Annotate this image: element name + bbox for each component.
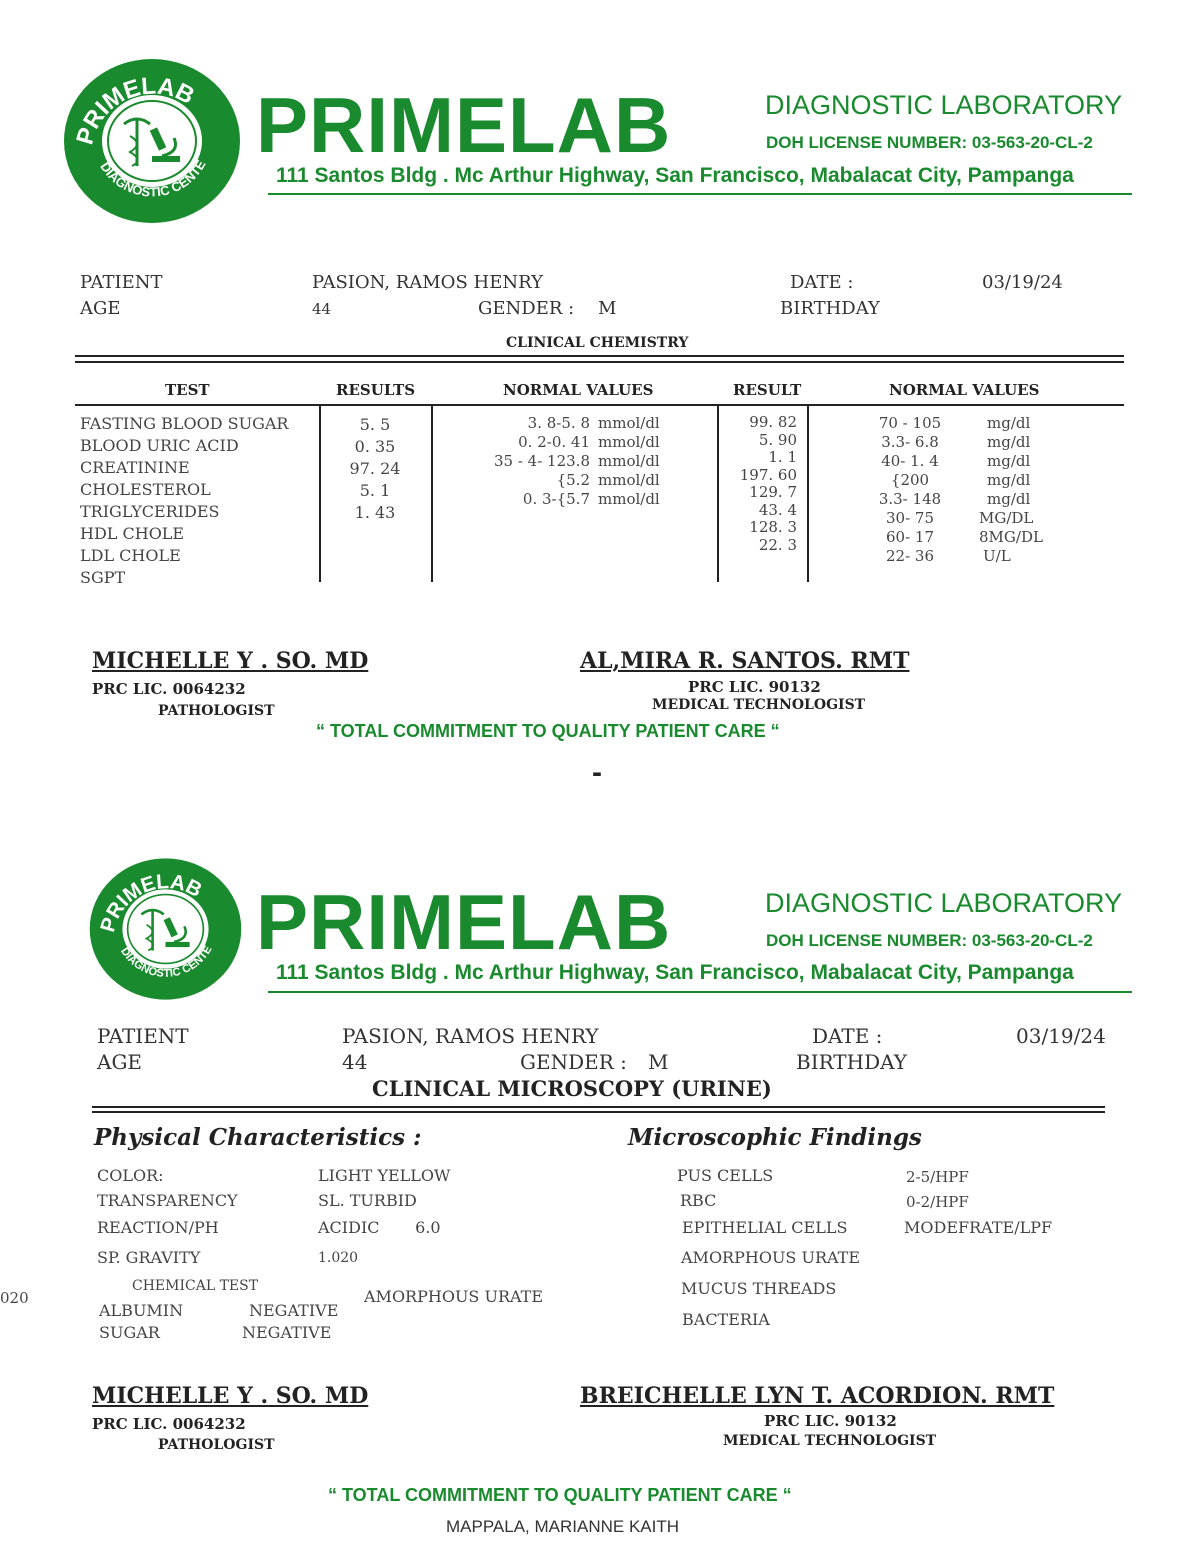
micro-label: AMORPHOUS URATE (681, 1248, 861, 1267)
result-value: 0. 35 (354, 437, 396, 456)
motto: “ TOTAL COMMITMENT TO QUALITY PATIENT CARE “ (316, 721, 780, 741)
normal2-unit: U/L (983, 547, 1011, 565)
lab-license: DOH LICENSE NUMBER: 03-563-20-CL-2 (766, 133, 1093, 152)
micro-label: MUCUS THREADS (681, 1279, 837, 1298)
result-value: 97. 24 (349, 459, 401, 478)
rule-top-2 (92, 1111, 1105, 1113)
signatory-left-license: PRC LIC. 0064232 (92, 1415, 246, 1433)
col-test: TEST (165, 381, 210, 399)
signatory-right-role: MEDICAL TECHNOLOGIST (723, 1433, 937, 1449)
logo-seal-icon (62, 56, 242, 226)
col-result: RESULT (733, 381, 802, 399)
signatory-left-role: PATHOLOGIST (158, 1437, 275, 1453)
normal2-unit: mg/dl (987, 490, 1031, 508)
normal2-ranges (870, 414, 950, 566)
col-normal-2: NORMAL VALUES (889, 381, 1040, 399)
date-value: 03/19/24 (1016, 1024, 1106, 1048)
result2-value: 99. 82 (749, 413, 797, 431)
normal-range: 0. 3-{5.7 (522, 490, 590, 508)
signatory-right-name: BREICHELLE LYN T. ACORDION. RMT (580, 1383, 1055, 1409)
normal2-range: 22- 36 (885, 547, 934, 565)
sugar-label: SUGAR (99, 1323, 160, 1342)
normal1-ranges (470, 414, 590, 509)
normal2-range: 3.3- 6.8 (881, 433, 939, 451)
separator-dash: - (592, 756, 602, 789)
micro-title: Microscophic Findings (628, 1124, 922, 1151)
physical-value: 1.020 (318, 1250, 359, 1266)
patient-name: PASION, RAMOS HENRY (312, 272, 543, 293)
rule-header (75, 404, 1124, 406)
result-value: 5. 5 (359, 415, 391, 434)
test-name: BLOOD URIC ACID (80, 436, 239, 455)
physical-value: ACIDIC 6.0 (318, 1218, 441, 1237)
age-label: AGE (80, 298, 121, 319)
normal2-range: 30- 75 (885, 509, 934, 527)
normal-range: 35 - 4- 123.8 (493, 452, 590, 470)
col-divider (319, 404, 321, 582)
test-name: CHOLESTEROL (80, 480, 211, 499)
rule-top (75, 355, 1124, 357)
physical-label: SP. GRAVITY (97, 1248, 201, 1267)
side-fragment: 020 (0, 1289, 29, 1307)
result2-value: 197. 60 (739, 465, 797, 484)
albumin-label: ALBUMIN (99, 1301, 184, 1320)
signatory-right-role: MEDICAL TECHNOLOGIST (652, 697, 866, 713)
normal-unit: mmol/dl (598, 414, 660, 432)
micro-value: 2-5/HPF (906, 1168, 969, 1186)
svg-text:DIAGNOSTIC CENTER: DIAGNOSTIC CENTE (118, 943, 215, 980)
lab-subtitle: DIAGNOSTIC LABORATORY (765, 888, 1123, 918)
lab-name: PRIMELAB (256, 81, 672, 169)
result2-column (725, 414, 797, 554)
svg-text:DIAGNOSTIC CENTER: DIAGNOSTIC CENTE (97, 157, 209, 200)
svg-text:PRIMELAB: PRIMELAB (71, 72, 199, 148)
result2-value: 43. 4 (758, 500, 797, 519)
normal-range: {5.2 (556, 471, 590, 489)
gender-value: M (598, 298, 617, 319)
micro-label: BACTERIA (682, 1310, 770, 1329)
sugar-value: NEGATIVE (242, 1323, 332, 1342)
lab-name: PRIMELAB (256, 878, 672, 966)
normal2-unit: MG/DL (979, 509, 1034, 527)
result-value: 1. 43 (354, 503, 396, 522)
test-name: LDL CHOLE (80, 546, 181, 565)
result2-value: 5. 90 (758, 430, 797, 449)
logo-seal (62, 56, 242, 226)
section-title: CLINICAL MICROSCOPY (URINE) (372, 1076, 772, 1101)
physical-value: LIGHT YELLOW (318, 1166, 451, 1185)
signatory-right-name: AL,MIRA R. SANTOS. RMT (580, 648, 910, 674)
normal2-unit: mg/dl (987, 471, 1031, 489)
age-value: 44 (342, 1050, 368, 1074)
header-rule (268, 193, 1132, 195)
result2-value: 129. 7 (749, 483, 797, 501)
result2-value: 128. 3 (749, 518, 797, 536)
micro-value: 0-2/HPF (906, 1193, 969, 1211)
test-name: SGPT (80, 568, 126, 587)
normal-unit: mmol/dl (598, 452, 660, 470)
date-value: 03/19/24 (982, 272, 1063, 293)
physical-label: COLOR: (97, 1166, 164, 1185)
header-rule (268, 991, 1132, 993)
patient-label: PATIENT (80, 272, 163, 293)
lab-address: 111 Santos Bldg . Mc Arthur Highway, San Francisco, Mabalacat City, Pampanga (276, 164, 1074, 187)
micro-label: EPITHELIAL CELLS (682, 1218, 848, 1237)
svg-text:PRIMELAB: PRIMELAB (96, 870, 206, 935)
normal2-unit: mg/dl (987, 452, 1031, 470)
normal2-unit: mg/dl (987, 433, 1031, 451)
rule-top (92, 1106, 1105, 1108)
test-name: HDL CHOLE (80, 524, 185, 543)
footer-name: MAPPALA, MARIANNE KAITH (446, 1517, 680, 1536)
signatory-right-license: PRC LIC. 90132 (764, 1412, 897, 1430)
gender-value: M (648, 1050, 669, 1074)
normal2-range: 70 - 105 (878, 414, 942, 432)
physical-value: SL. TURBID (318, 1191, 417, 1210)
test-name: FASTING BLOOD SUGAR (80, 414, 289, 433)
albumin-value: NEGATIVE (249, 1301, 339, 1320)
signatory-left-name: MICHELLE Y . SO. MD (92, 648, 369, 674)
rule-top-2 (75, 361, 1124, 363)
test-name: CREATININE (80, 458, 190, 477)
normal-unit: mmol/dl (598, 433, 660, 451)
micro-label: RBC (680, 1191, 717, 1210)
age-value: 44 (312, 300, 332, 318)
gender-label: GENDER : (520, 1050, 627, 1074)
micro-value: MODEFRATE/LPF (904, 1218, 1053, 1237)
normal-range: 0. 2-0. 41 (518, 433, 590, 451)
lab-license: DOH LICENSE NUMBER: 03-563-20-CL-2 (766, 931, 1093, 950)
physical-label: REACTION/PH (97, 1218, 219, 1237)
motto: “ TOTAL COMMITMENT TO QUALITY PATIENT CARE “ (328, 1485, 792, 1505)
normal2-unit: mg/dl (987, 414, 1031, 432)
physical-title: Physical Characteristics : (94, 1124, 422, 1151)
result2-value: 1. 1 (768, 448, 797, 466)
col-divider (807, 404, 809, 582)
test-name: TRIGLYCERIDES (80, 502, 220, 521)
normal-range: 3. 8-5. 8 (527, 414, 590, 432)
col-normal-1: NORMAL VALUES (503, 381, 654, 399)
patient-label: PATIENT (97, 1024, 189, 1048)
results-column (340, 414, 410, 524)
gender-label: GENDER : (478, 298, 575, 319)
amorphous-extra: AMORPHOUS URATE (364, 1287, 544, 1306)
lab-subtitle: DIAGNOSTIC LABORATORY (765, 90, 1123, 120)
date-label: DATE : (812, 1024, 883, 1048)
age-label: AGE (97, 1050, 143, 1074)
normal2-range: {200 (890, 471, 930, 489)
normal2-units (975, 414, 1055, 566)
micro-label: PUS CELLS (677, 1166, 774, 1185)
signatory-right-license: PRC LIC. 90132 (688, 678, 821, 696)
normal1-units (598, 414, 660, 509)
result-value: 5. 1 (359, 481, 391, 500)
date-label: DATE : (790, 272, 854, 293)
normal-unit: mmol/dl (598, 471, 660, 489)
col-divider (431, 404, 433, 582)
tests-column (80, 413, 288, 589)
col-results: RESULTS (336, 381, 416, 399)
birthday-label: BIRTHDAY (796, 1050, 907, 1074)
normal2-unit: 8MG/DL (979, 528, 1043, 546)
signatory-left-role: PATHOLOGIST (158, 703, 275, 719)
signatory-left-name: MICHELLE Y . SO. MD (92, 1383, 369, 1409)
normal2-range: 3.3- 148 (878, 490, 942, 508)
birthday-label: BIRTHDAY (780, 298, 880, 319)
normal-unit: mmol/dl (598, 490, 660, 508)
physical-label: TRANSPARENCY (97, 1191, 238, 1210)
chemical-test-label: CHEMICAL TEST (132, 1278, 259, 1294)
normal2-range: 60- 17 (885, 528, 934, 546)
logo-seal (88, 855, 243, 1003)
lab-address: 111 Santos Bldg . Mc Arthur Highway, San Francisco, Mabalacat City, Pampanga (276, 961, 1074, 984)
patient-name: PASION, RAMOS HENRY (342, 1024, 599, 1048)
signatory-left-license: PRC LIC. 0064232 (92, 680, 246, 698)
col-divider (717, 404, 719, 582)
logo-seal-icon (88, 855, 243, 1003)
section-title: CLINICAL CHEMISTRY (506, 335, 689, 351)
result2-value: 22. 3 (758, 535, 797, 554)
normal2-range: 40- 1. 4 (881, 452, 939, 470)
